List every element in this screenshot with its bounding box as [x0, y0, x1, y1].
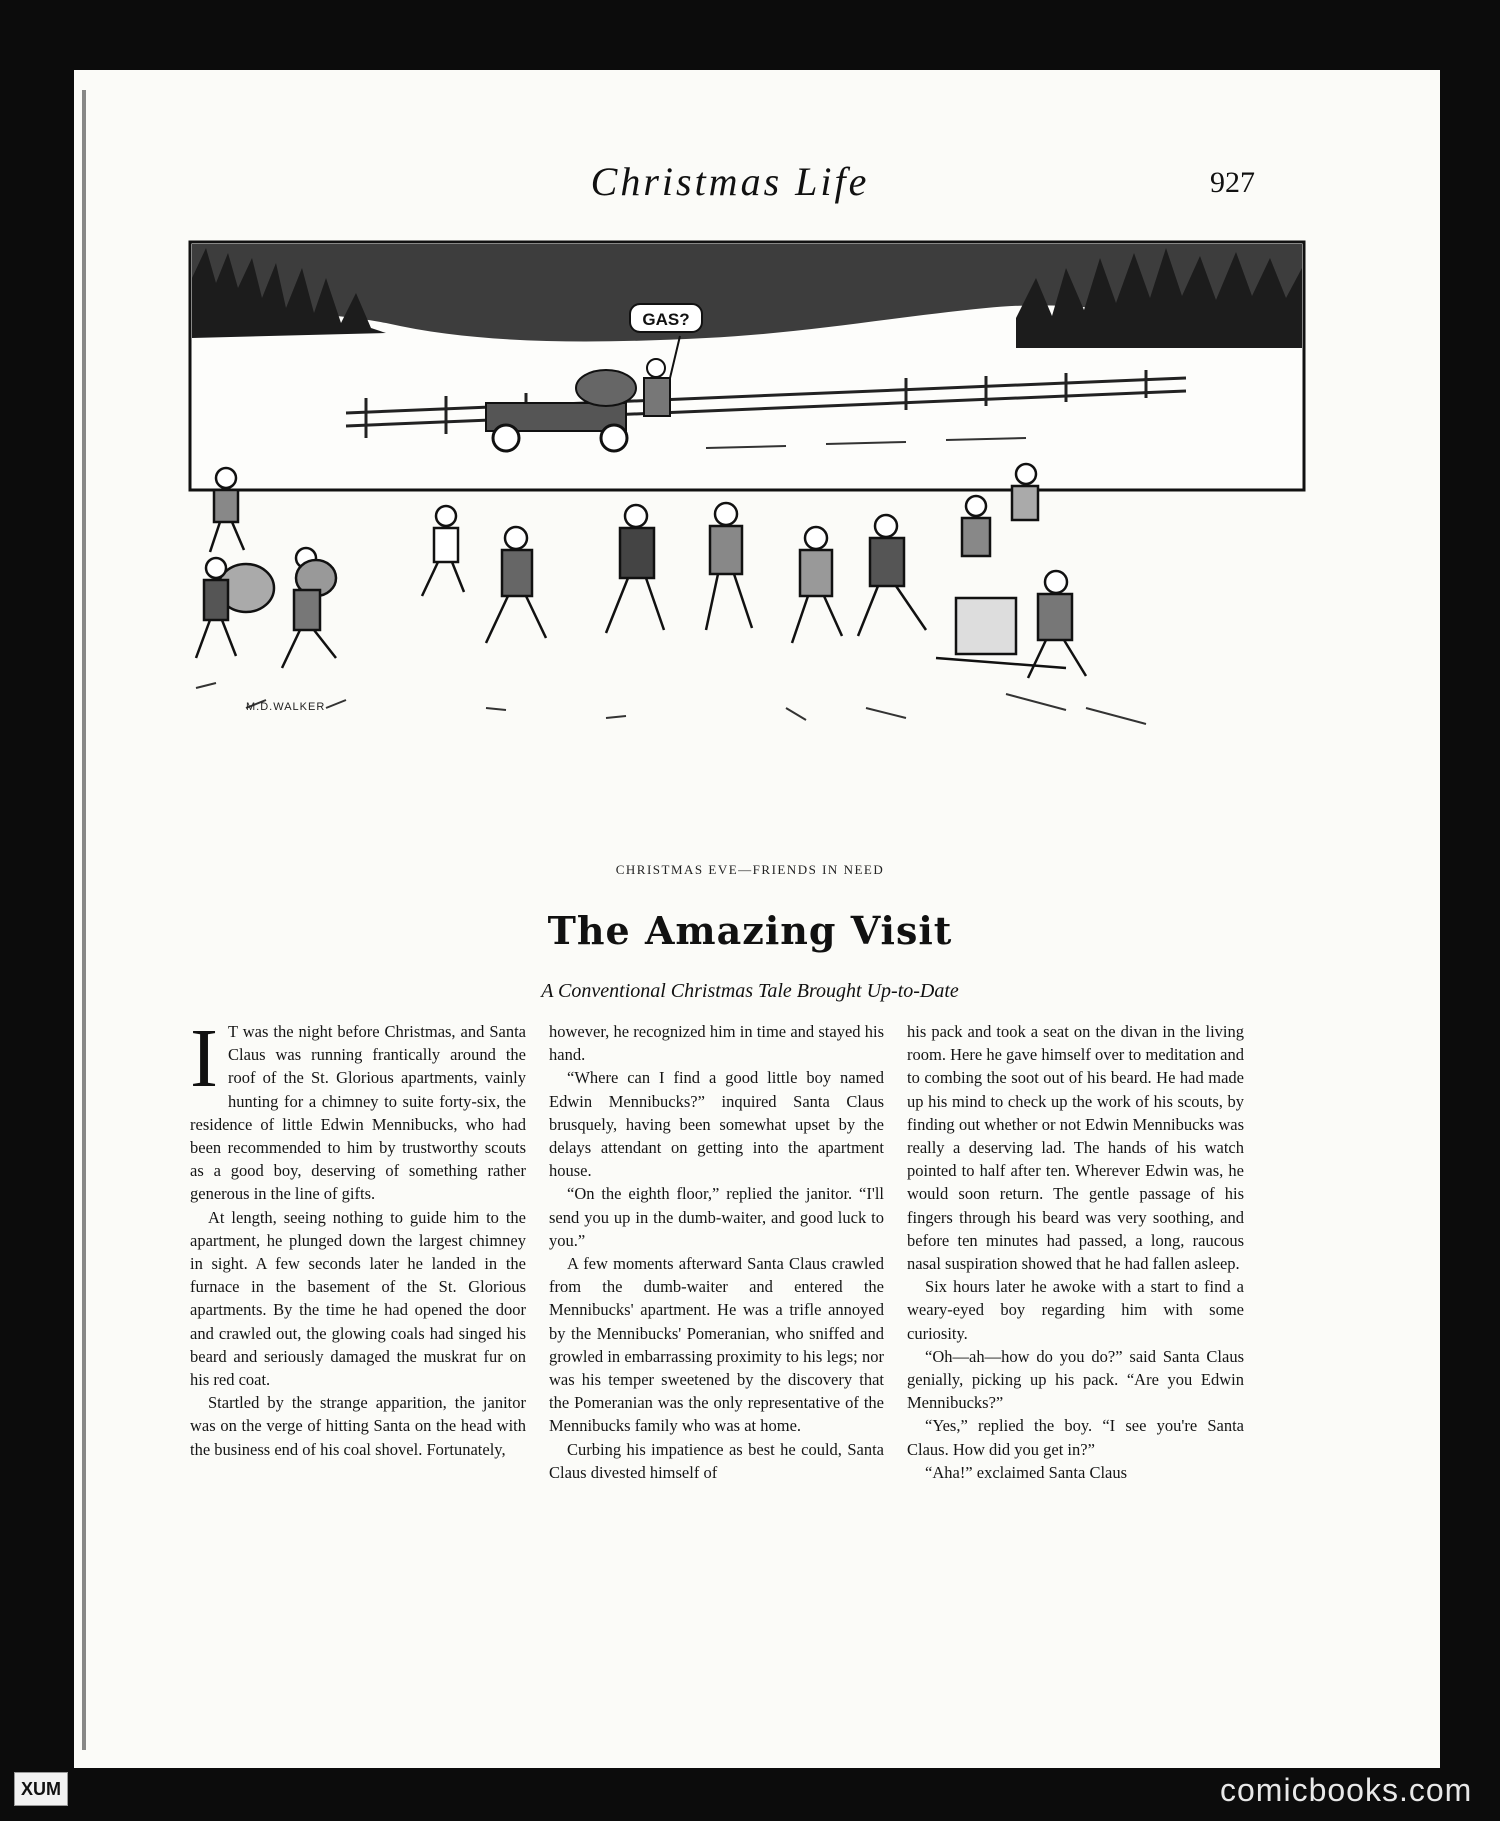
page-number: 927	[1210, 166, 1255, 199]
paragraph: “Aha!” exclaimed Santa Claus	[925, 1462, 1128, 1482]
child-figure	[1012, 464, 1038, 520]
child-figure	[706, 503, 752, 630]
child-figure	[282, 548, 336, 668]
child-figure	[606, 505, 664, 633]
article-subtitle: A Conventional Christmas Tale Brought Up-to-Date	[541, 980, 959, 1002]
article-title: The Amazing Visit	[547, 908, 953, 953]
child-figure	[858, 515, 926, 636]
site-watermark: comicbooks.com	[1220, 1772, 1473, 1808]
illustration-caption: CHRISTMAS EVE—FRIENDS IN NEED	[615, 862, 885, 877]
paragraph: T was the night before Christmas, and Santa Claus was running frantically around the roof of the St. Glorious apartments, vainly hunting for a chimney to suite forty-six, the residence of little Edwin Mennibucks, who had been recommended to him by trustworthy scouts as a good boy, deserving of something rather generous in the line of gifts.	[190, 1022, 526, 1204]
paragraph: Startled by the strange apparition, the janitor was on the verge of hitting Santa on the head with the business end of his coal shovel. Fortunately,	[190, 1393, 526, 1459]
paragraph: At length, seeing nothing to guide him to the apartment, he plunged down the largest chimney in sight. A few seconds later he landed in the furnace in the basement of the St. Glorious apartments. By the time he had opened the door and crawled out, the glowing coals had singed his beard and seriously damaged the muskrat fur on his red coat.	[190, 1207, 526, 1390]
child-figure	[962, 496, 990, 556]
running-header-title: Christmas Life	[590, 159, 870, 204]
child-figure	[1028, 571, 1086, 678]
paragraph: “Oh—ah—how do you do?” said Santa Claus genially, picking up his pack. “Are you Edwin Mennibucks?”	[907, 1346, 1244, 1413]
artist-signature: M.D.WALKER	[246, 701, 326, 713]
winter-scene-panel	[190, 242, 1304, 490]
drop-cap: I	[190, 1020, 218, 1105]
child-figure	[422, 506, 464, 596]
speech-bubble-text: GAS?	[642, 310, 690, 329]
paragraph: however, he recognized him in time and stayed his hand.	[549, 1022, 884, 1065]
paragraph: Curbing his impatience as best he could, Santa Claus divested himself of	[549, 1439, 884, 1482]
child-figure	[792, 527, 842, 643]
paragraph: A few moments afterward Santa Claus crawled from the dumb-waiter and entered the Mennibucks' apartment. He was a trifle annoyed by the Mennibucks' Pomeranian, who sniffed and growled in embarrassing proximity to his legs; nor was his temper sweetened by the discovery that the Pomeranian was the only representative of the Mennibucks family who was at home.	[549, 1254, 884, 1436]
library-stamp: XUM	[14, 1772, 68, 1806]
paragraph: his pack and took a seat on the divan in the living room. Here he gave himself over to meditation and to combing the soot out of his beard. He had made up his mind to check up the work of his scouts, by finding out whether or not Edwin Mennibucks was really a deserving lad. The hands of his watch pointed to half after ten. Wherever Edwin was, he would soon return. The gentle passage of his fingers through his beard was very soothing, and before ten minutes had passed, a long, raucous nasal suspiration showed that he had fallen asleep.	[907, 1022, 1244, 1274]
cartoon-illustration	[186, 238, 1308, 838]
speech-bubble	[630, 304, 702, 332]
article-column-3	[907, 1020, 1244, 1580]
paragraph: Six hours later he awoke with a start to find a weary-eyed boy regarding him with some curiosity.	[907, 1277, 1244, 1343]
paragraph: “Yes,” replied the boy. “I see you're Santa Claus. How did you get in?”	[907, 1416, 1244, 1459]
children-figures	[196, 464, 1086, 678]
article-column-2	[549, 1020, 884, 1580]
child-figure	[486, 527, 546, 643]
article-column-1	[190, 1020, 526, 1580]
paragraph: “Where can I find a good little boy named Edwin Mennibucks?” inquired Santa Claus brusquely, having been somewhat upset by the delays attendant on getting into the apartment house.	[549, 1068, 884, 1181]
snow-tracks	[196, 683, 1146, 724]
child-figure	[196, 558, 274, 658]
paragraph: “On the eighth floor,” replied the janitor. “I'll send you up in the dumb-waiter, and good luck to you.”	[549, 1184, 884, 1250]
binding-gutter	[82, 90, 86, 1750]
